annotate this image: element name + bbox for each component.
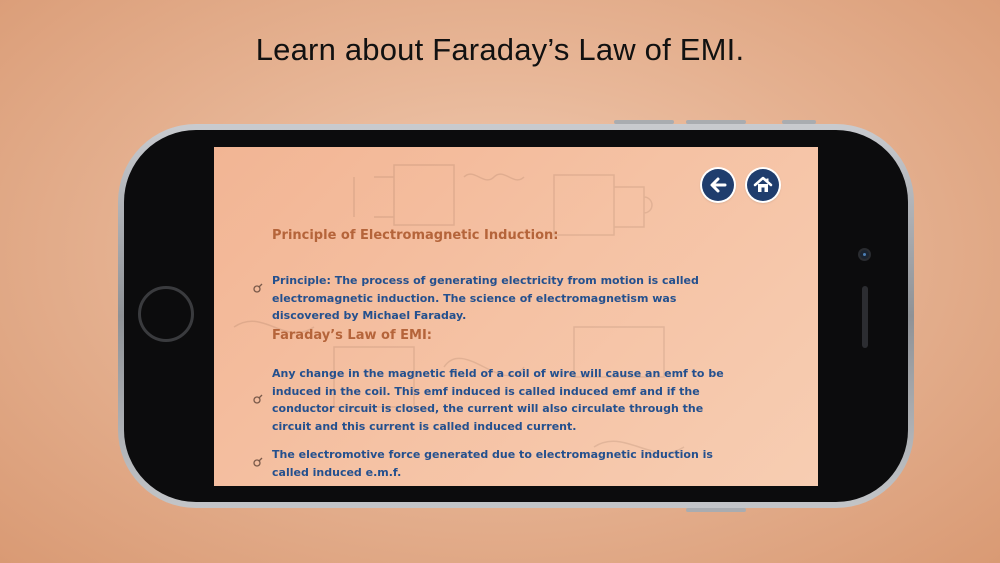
headline: Learn about Faraday’s Law of EMI.	[255, 32, 745, 67]
phone-camera	[860, 250, 869, 259]
home-button[interactable]	[747, 169, 779, 201]
induced-emf-paragraph: The electromotive force generated due to electromagnetic induction is called induced e.m.f.	[272, 448, 713, 479]
faraday-law-paragraph: Any change in the magnetic field of a coil of wire will cause an emf to be induced in the coil. This emf induced is called induced emf and if the conductor circuit is closed, the current will also circulate through the circuit and this current is called induced current.	[272, 367, 724, 433]
bullet-icon	[252, 282, 264, 294]
app-screen	[214, 147, 818, 486]
phone-power-button	[686, 508, 746, 512]
back-button[interactable]	[702, 169, 734, 201]
bullet-icon	[252, 393, 264, 405]
section-heading-faraday-law: Faraday’s Law of EMI:	[272, 328, 432, 343]
phone-speaker	[862, 286, 868, 348]
principle-paragraph: Principle: The process of generating electricity from motion is called electromagnetic induction. The science of electromagnetism was discovered by Michael Faraday.	[272, 274, 699, 322]
arrow-left-icon	[708, 175, 728, 195]
bullet-icon	[252, 456, 264, 468]
section-heading-principle: Principle of Electromagnetic Induction:	[272, 228, 559, 243]
phone-home-button[interactable]	[138, 286, 194, 342]
home-icon	[753, 175, 773, 195]
